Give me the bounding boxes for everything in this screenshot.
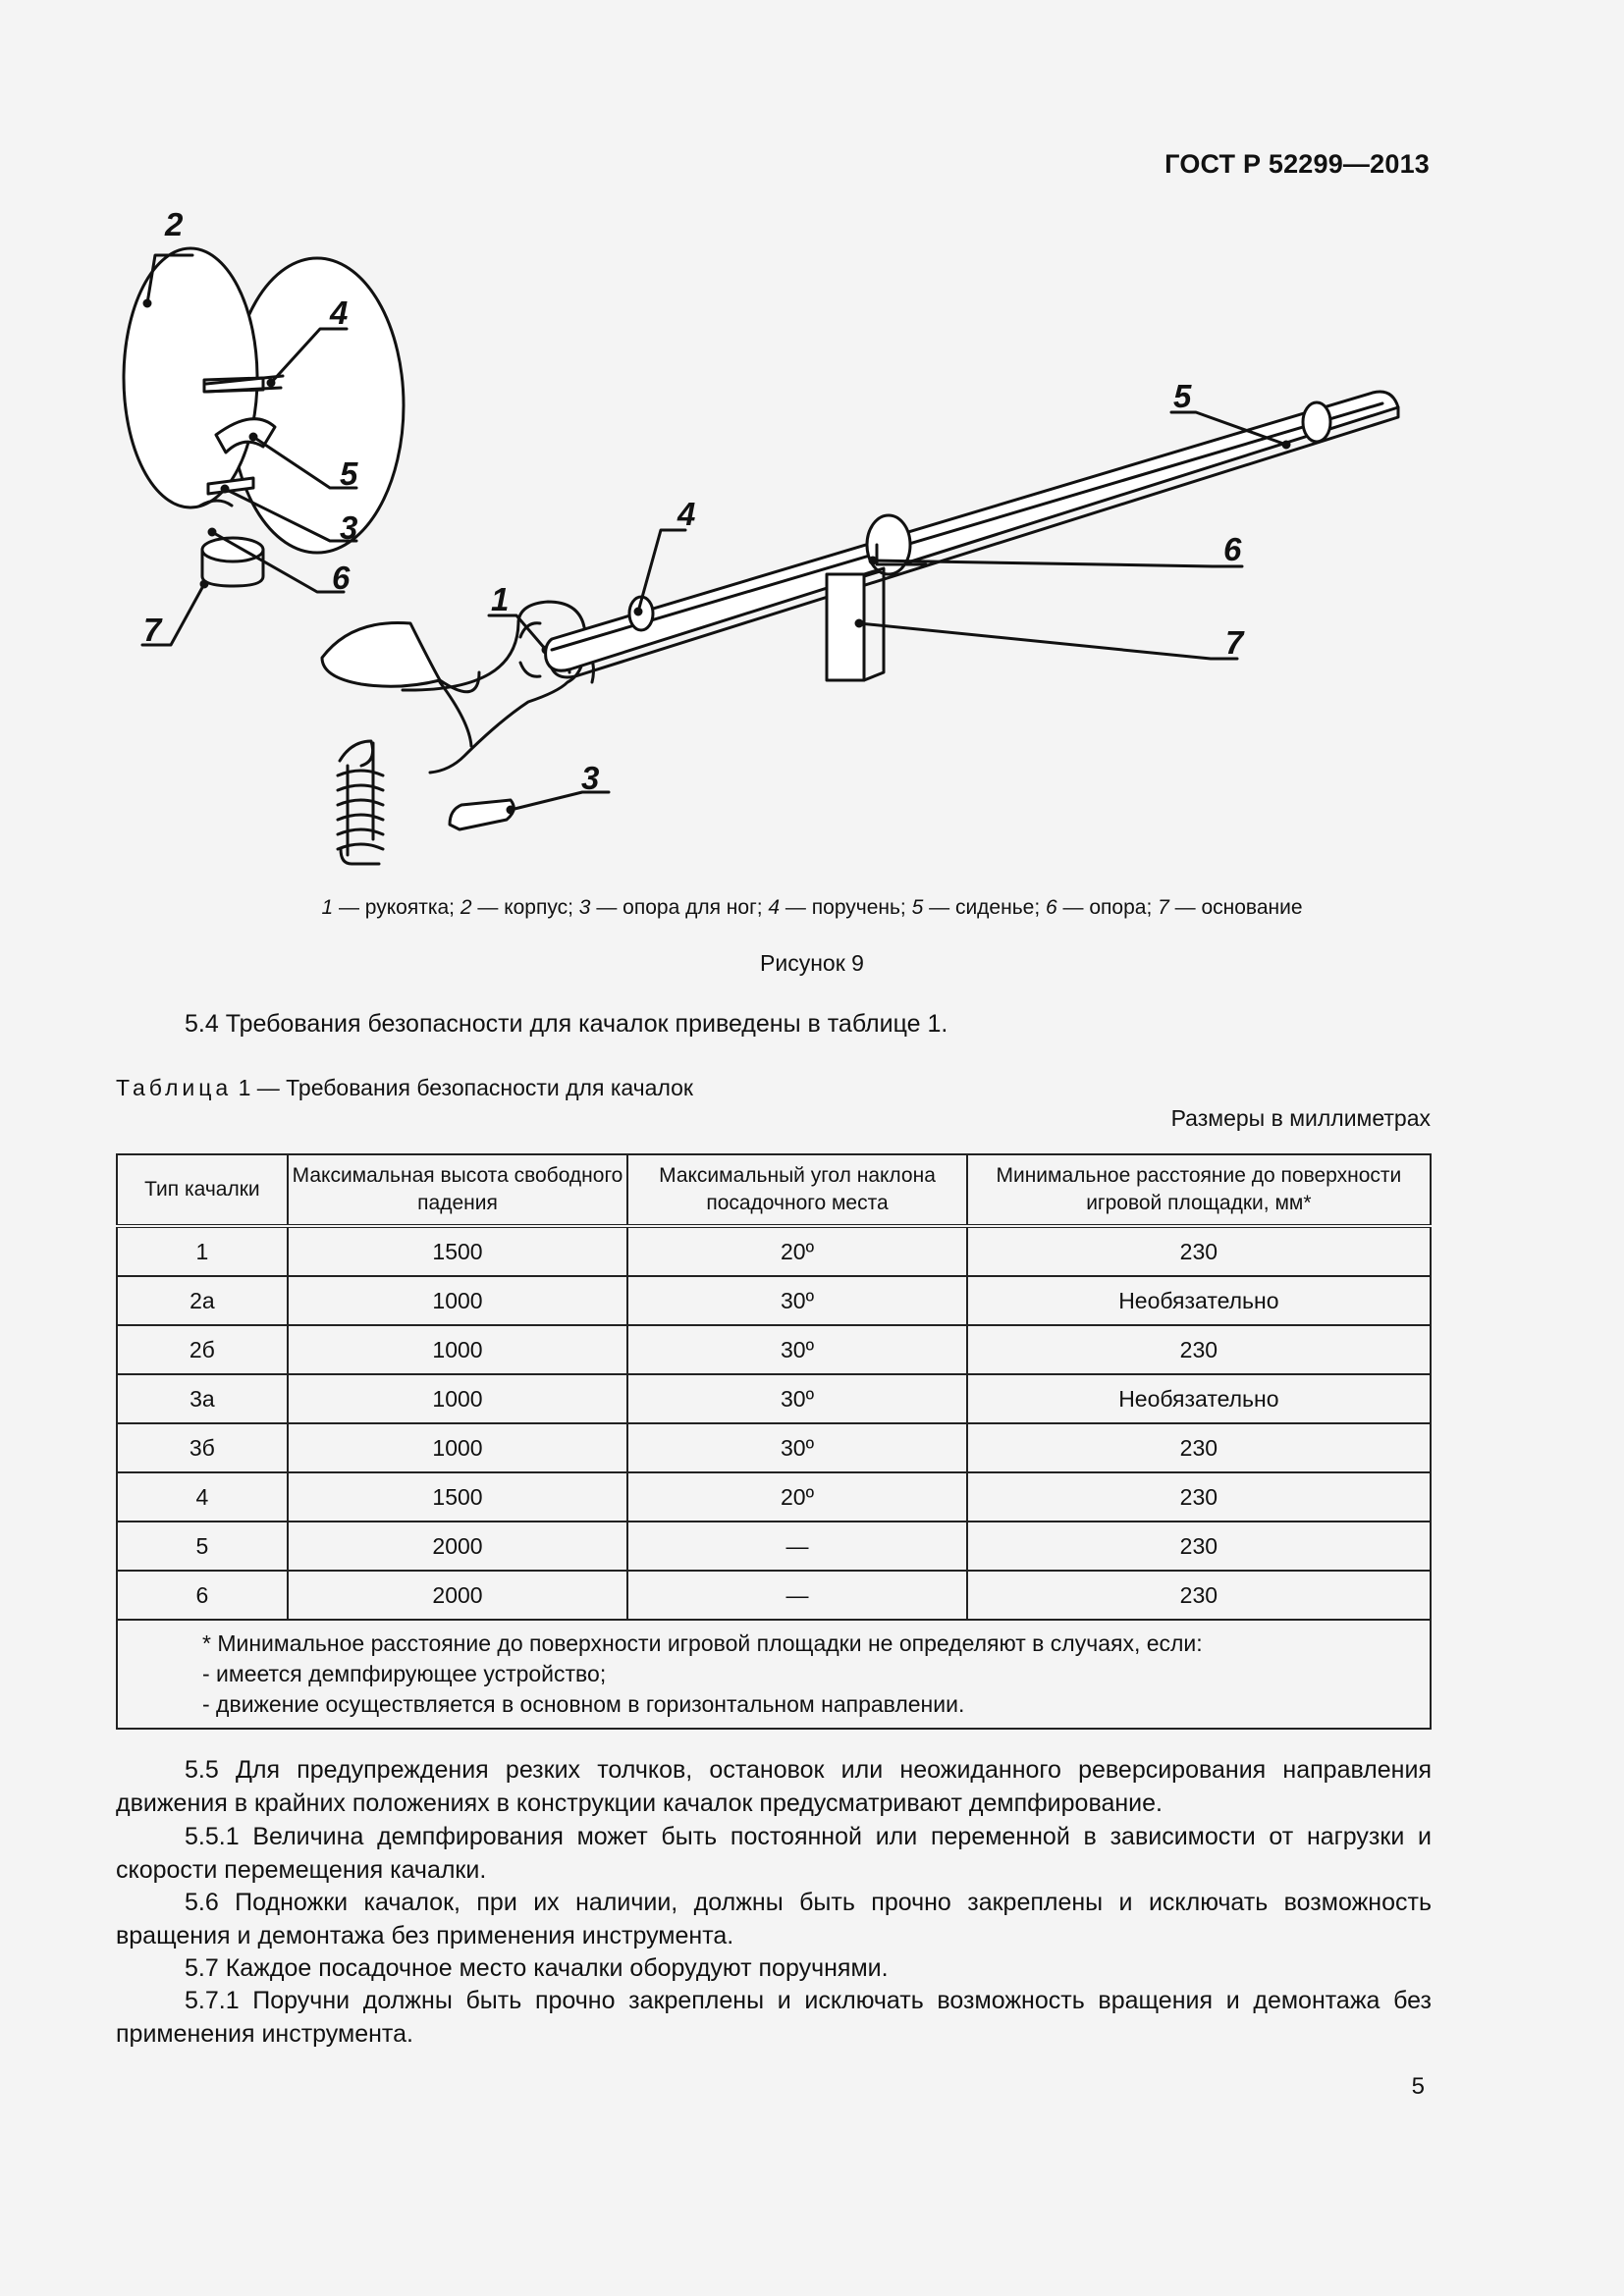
cell-seat-angle: 20º (627, 1226, 967, 1276)
table-row (117, 1374, 1431, 1423)
table-units-note: Размеры в миллиметрах (1170, 1105, 1431, 1131)
table-footnote (117, 1620, 1431, 1729)
paragraph-5-7-1: 5.7.1 Поручни должны быть прочно закреплены и исключать возможность вращения и демонтажа без применения инструмента. (116, 1987, 1432, 2048)
table-header-row (117, 1154, 1431, 1226)
cell-fall-height: 1000 (288, 1276, 627, 1325)
table-title-word: Таблица (116, 1075, 233, 1100)
callout-1-grip: 1 (491, 581, 510, 617)
cell-seat-angle: 30º (627, 1374, 967, 1423)
footnote-line: - имеется демпфирующее устройство; (202, 1661, 607, 1686)
legend-text: — опора для ног; (590, 896, 769, 919)
table-row (117, 1522, 1431, 1571)
table-row (117, 1325, 1431, 1374)
cell-seat-angle: 20º (627, 1472, 967, 1522)
table-row (117, 1276, 1431, 1325)
cell-min-distance: Необязательно (967, 1276, 1431, 1325)
cell-seat-angle: — (627, 1571, 967, 1620)
legend-text: — основание (1168, 896, 1303, 919)
callout-5-seat-c: 5 (1173, 378, 1192, 414)
figure-legend (0, 896, 1624, 920)
cell-type: 3а (117, 1374, 288, 1423)
figure-9-illustration (116, 211, 1432, 879)
cell-min-distance: Необязательно (967, 1374, 1431, 1423)
legend-number: 7 (1158, 896, 1169, 919)
cell-min-distance: 230 (967, 1423, 1431, 1472)
page-number: 5 (1411, 2073, 1425, 2100)
cell-min-distance: 230 (967, 1522, 1431, 1571)
paragraph-5-5: 5.5 Для предупреждения резких толчков, остановок или неожиданного реверсирования направления движения в крайних положениях в конструкции качалок предусматривают демпфирование. (116, 1756, 1432, 1817)
legend-number: 6 (1046, 896, 1057, 919)
legend-number: 5 (911, 896, 924, 919)
legend-text: — рукоятка; (333, 896, 460, 919)
footnote-line: * Минимальное расстояние до поверхности игровой площадки не определяют в случаях, если: (202, 1630, 1203, 1656)
callout-6-support: 6 (332, 560, 351, 596)
paragraph-5-6: 5.6 Подножки качалок, при их наличии, должны быть прочно закреплены и исключать возможность вращения и демонтажа без применения инструмента. (116, 1889, 1432, 1949)
table-row (117, 1472, 1431, 1522)
cell-seat-angle: 30º (627, 1423, 967, 1472)
legend-text: — сиденье; (923, 896, 1046, 919)
cell-min-distance: 230 (967, 1571, 1431, 1620)
callout-4-handrail-c: 4 (677, 496, 696, 532)
cell-seat-angle: 30º (627, 1276, 967, 1325)
cell-type: 2б (117, 1325, 288, 1374)
cell-fall-height: 1500 (288, 1472, 627, 1522)
disc-rocker-drawing (124, 248, 404, 645)
callout-2-body: 2 (165, 211, 184, 242)
paragraph-5-7: 5.7 Каждое посадочное место качалки оборудуют поручнями. (185, 1954, 889, 1982)
header-type: Тип качалки (117, 1154, 288, 1226)
table-title (116, 1075, 693, 1101)
table-title-text: 1 — Требования безопасности для качалок (232, 1075, 693, 1100)
table-row (117, 1226, 1431, 1276)
table-footnote-row (117, 1620, 1431, 1729)
cell-type: 4 (117, 1472, 288, 1522)
legend-number: 2 (460, 896, 472, 919)
legend-text: — поручень; (780, 896, 912, 919)
cell-type: 5 (117, 1522, 288, 1571)
callout-6-support-c: 6 (1223, 531, 1242, 567)
table-row (117, 1423, 1431, 1472)
legend-number: 3 (578, 896, 591, 919)
cell-type: 1 (117, 1226, 288, 1276)
legend-text: — корпус; (471, 896, 579, 919)
paragraph-5-4: 5.4 Требования безопасности для качалок приведены в таблице 1. (185, 1010, 948, 1038)
document-code: ГОСТ Р 52299—2013 (1164, 149, 1430, 179)
callout-3-footrest: 3 (340, 509, 358, 546)
header-min-distance: Минимальное расстояние до поверхности игровой площадки, мм* (967, 1154, 1431, 1226)
cell-type: 6 (117, 1571, 288, 1620)
legend-number: 1 (321, 896, 334, 919)
cell-type: 3б (117, 1423, 288, 1472)
callout-5-seat: 5 (340, 455, 358, 492)
table-row (117, 1571, 1431, 1620)
cell-fall-height: 1500 (288, 1226, 627, 1276)
cell-fall-height: 1000 (288, 1325, 627, 1374)
cell-seat-angle: — (627, 1522, 967, 1571)
header-max-seat-angle: Максимальный угол наклона посадочного места (627, 1154, 967, 1226)
callout-7-base-c: 7 (1225, 624, 1244, 661)
cell-min-distance: 230 (967, 1472, 1431, 1522)
cell-seat-angle: 30º (627, 1325, 967, 1374)
cell-fall-height: 1000 (288, 1423, 627, 1472)
paragraph-5-5-1: 5.5.1 Величина демпфирования может быть постоянной или переменной в зависимости от нагрузки и скорости перемещения качалки. (116, 1823, 1432, 1884)
cell-fall-height: 1000 (288, 1374, 627, 1423)
cell-min-distance: 230 (967, 1325, 1431, 1374)
callout-4-handrail: 4 (330, 294, 349, 331)
cell-fall-height: 2000 (288, 1522, 627, 1571)
footnote-line: - движение осуществляется в основном в горизонтальном направлении. (202, 1691, 965, 1717)
cell-type: 2а (117, 1276, 288, 1325)
safety-requirements-table (116, 1153, 1432, 1730)
callout-3-footrest-b: 3 (581, 760, 600, 796)
header-max-fall-height: Максимальная высота свободного падения (288, 1154, 627, 1226)
cell-min-distance: 230 (967, 1226, 1431, 1276)
figure-caption: Рисунок 9 (760, 950, 864, 976)
seesaw-drawing (546, 392, 1398, 680)
cell-fall-height: 2000 (288, 1571, 627, 1620)
legend-text: — опора; (1056, 896, 1159, 919)
legend-number: 4 (768, 896, 781, 919)
callout-7-base: 7 (143, 612, 162, 648)
